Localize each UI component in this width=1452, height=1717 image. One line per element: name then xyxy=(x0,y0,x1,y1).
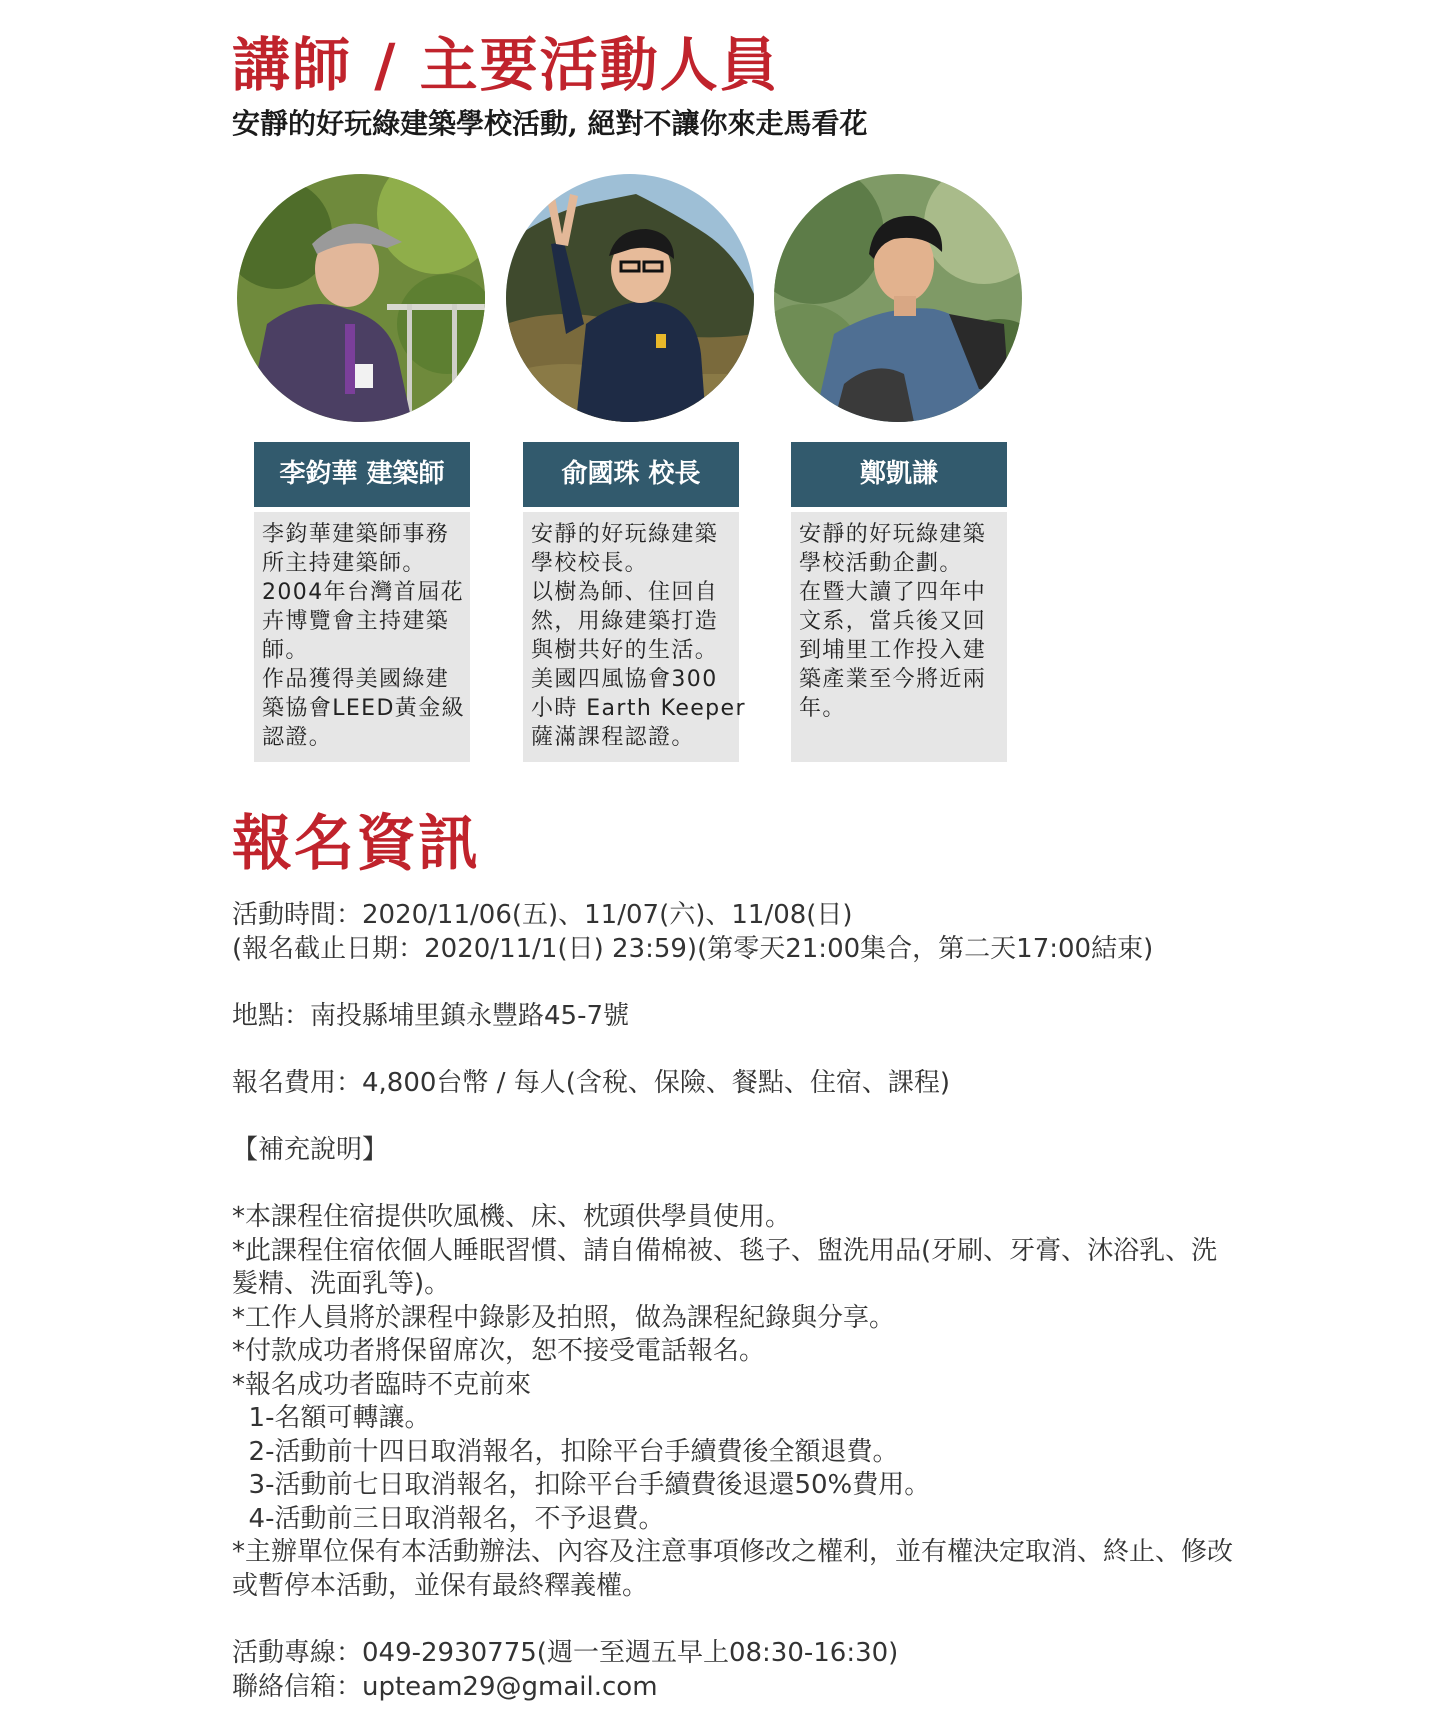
instructor-name-tab-1: 李鈞華 建築師 xyxy=(254,442,470,507)
instructor-bio-3 xyxy=(791,512,1007,762)
event-time: 活動時間：2020/11/06(五)、11/07(六)、11/08(日) xyxy=(232,900,853,930)
bio-line: 師。 xyxy=(262,638,309,663)
instructor-name-tab-2: 俞國珠 校長 xyxy=(523,442,739,507)
instructors-section-subtitle: 安靜的好玩綠建築學校活動, 絕對不讓你來走馬看花 xyxy=(232,107,868,140)
bio-line: 李鈞華建築師事務 xyxy=(262,522,450,547)
bio-line: 與樹共好的生活。 xyxy=(531,638,719,663)
bio-line: 小時 Earth Keeper xyxy=(531,696,746,721)
note-item: *付款成功者將保留席次，恕不接受電話報名。 xyxy=(232,1336,766,1366)
bio-line: 在暨大讀了四年中 xyxy=(799,580,987,605)
bio-line: 薩滿課程認證。 xyxy=(531,725,695,750)
instructor-photo-3 xyxy=(774,174,1022,422)
bio-line: 安靜的好玩綠建築 xyxy=(531,522,719,547)
bio-line: 作品獲得美國綠建 xyxy=(262,667,450,692)
bio-line: 美國四風協會300 xyxy=(531,667,718,692)
note-item: 或暫停本活動，並保有最終釋義權。 xyxy=(232,1571,649,1601)
note-item: *工作人員將於課程中錄影及拍照，做為課程紀錄與分享。 xyxy=(232,1303,896,1333)
bio-line: 築協會LEED黃金級 xyxy=(262,696,465,721)
instructor-photo-2 xyxy=(506,174,754,422)
bio-line: 所主持建築師。 xyxy=(262,551,426,576)
registration-section-title: 報名資訊 xyxy=(232,809,480,879)
bio-line: 文系，當兵後又回 xyxy=(799,609,987,634)
bio-line: 築產業至今將近兩 xyxy=(799,667,987,692)
bio-line: 學校校長。 xyxy=(531,551,649,576)
note-item: 4-活動前三日取消報名，不予退費。 xyxy=(232,1504,665,1534)
note-item: 2-活動前十四日取消報名，扣除平台手續費後全額退費。 xyxy=(232,1437,899,1467)
registration-fee: 報名費用：4,800台幣 / 每人(含稅、保險、餐點、住宿、課程) xyxy=(232,1068,951,1098)
note-item: *此課程住宿依個人睡眠習慣、請自備棉被、毯子、盥洗用品(牙刷、牙膏、沐浴乳、洗 xyxy=(232,1236,1218,1266)
bio-line: 學校活動企劃。 xyxy=(799,551,963,576)
instructor-bio-2 xyxy=(523,512,746,762)
bio-line: 然，用綠建築打造 xyxy=(531,609,719,634)
bio-line: 卉博覽會主持建築 xyxy=(262,609,450,634)
bio-line: 到埔里工作投入建 xyxy=(799,638,987,663)
instructor-bio-1 xyxy=(254,512,470,762)
note-item: 髮精、洗面乳等)。 xyxy=(232,1269,451,1299)
note-item: 3-活動前七日取消報名，扣除平台手續費後退還50%費用。 xyxy=(232,1470,931,1500)
instructor-photo-1 xyxy=(237,174,485,422)
bio-line: 年。 xyxy=(799,696,846,721)
bio-line: 安靜的好玩綠建築 xyxy=(799,522,987,547)
notes-heading: 【補充說明】 xyxy=(232,1135,389,1165)
note-item: *本課程住宿提供吹風機、床、枕頭供學員使用。 xyxy=(232,1202,792,1232)
bio-line: 以樹為師、住回自 xyxy=(531,580,719,605)
event-location: 地點：南投縣埔里鎮永豐路45-7號 xyxy=(232,1001,630,1031)
bio-line: 認證。 xyxy=(262,725,333,750)
note-item: 1-名額可轉讓。 xyxy=(232,1403,431,1433)
contact-hotline: 活動專線：049-2930775(週一至週五早上08:30-16:30) xyxy=(232,1638,899,1668)
instructors-section-title: 講師 / 主要活動人員 xyxy=(232,31,780,99)
registration-deadline: (報名截止日期：2020/11/1(日) 23:59)(第零天21:00集合，第二天17:00結束) xyxy=(232,934,1154,964)
instructor-name-tab-3: 鄭凱謙 xyxy=(791,442,1007,507)
bio-line: 2004年台灣首屆花 xyxy=(262,580,464,605)
contact-email[interactable]: 聯絡信箱：upteam29@gmail.com xyxy=(232,1672,658,1702)
note-item: *報名成功者臨時不克前來 xyxy=(232,1370,532,1400)
note-item: *主辦單位保有本活動辦法、內容及注意事項修改之權利，並有權決定取消、終止、修改 xyxy=(232,1537,1234,1567)
